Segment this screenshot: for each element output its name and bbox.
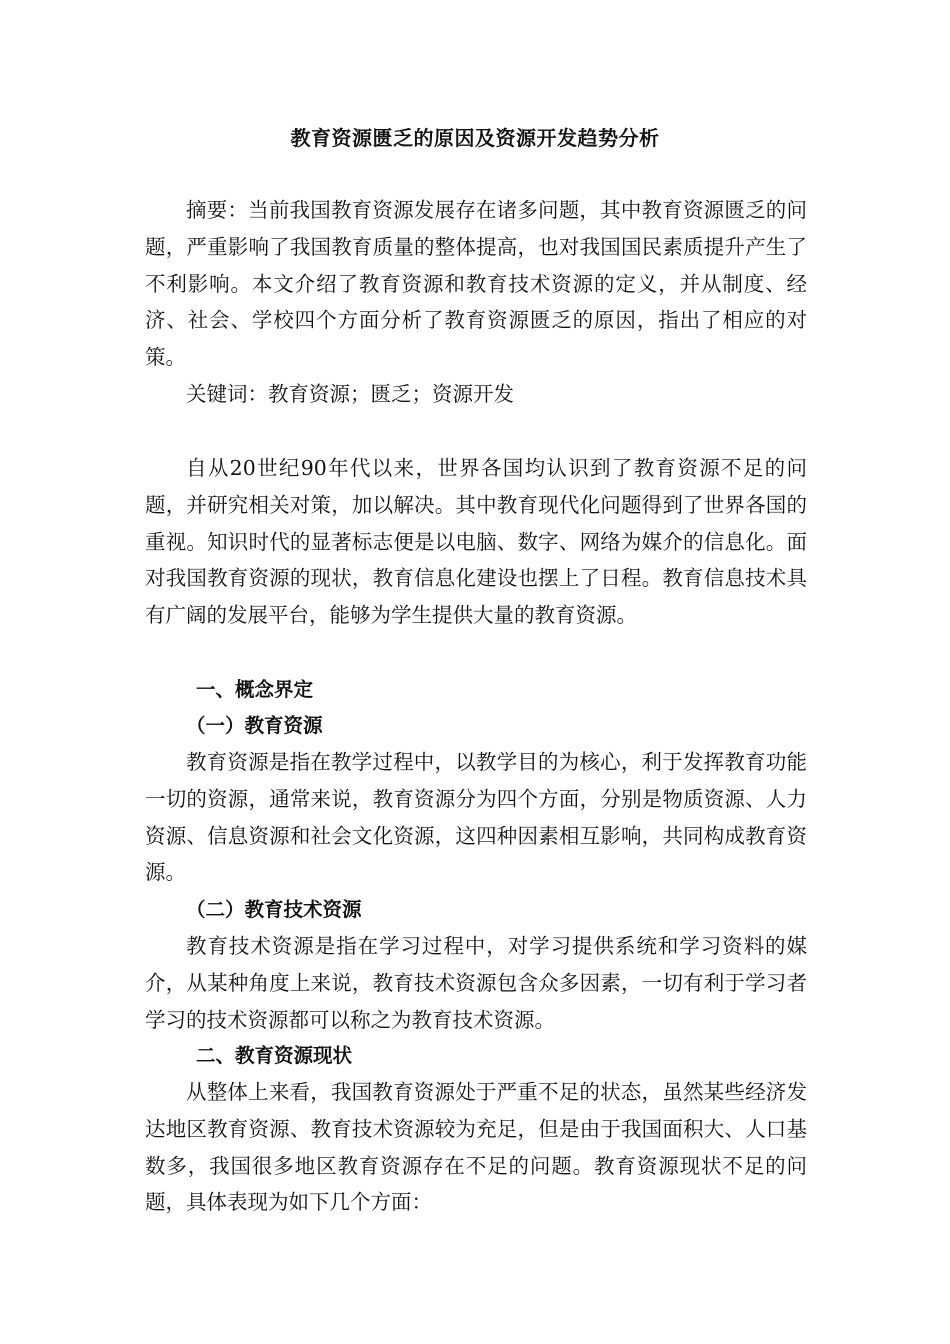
section-1-1-paragraph: 教育资源是指在教学过程中，以教学目的为核心，利于发挥教育功能一切的资源，通常来说，教育资源分为四个方面，分别是物质资源、人力资源、信息资源和社会文化资源，这四种因素相互影响，共同构成教育资源。 [145,750,807,885]
section-1-2-heading: （二）教育技术资源 [186,898,362,921]
document-title: 教育资源匮乏的原因及资源开发趋势分析 [290,126,660,150]
abstract-paragraph: 摘要：当前我国教育资源发展存在诸多问题，其中教育资源匮乏的问题，严重影响了我国教育质量的整体提高，也对我国国民素质提升产生了不利影响。本文介绍了教育资源和教育技术资源的定义，并从制度、经济、社会、学校四个方面分析了教育资源匮乏的原因，指出了相应的对策。 [145,198,807,370]
section-1-heading: 一、概念界定 [196,678,314,701]
section-1-2-paragraph: 教育技术资源是指在学习过程中，对学习提供系统和学习资料的媒介，从某种角度上来说，教育技术资源包含众多因素，一切有利于学习者学习的技术资源都可以称之为教育技术资源。 [145,934,807,1032]
intro-paragraph: 自从20世纪90年代以来，世界各国均认识到了教育资源不足的问题，并研究相关对策，加以解决。其中教育现代化问题得到了世界各国的重视。知识时代的显著标志便是以电脑、数字、网络为媒介的信息化。面对我国教育资源的现状，教育信息化建设也摆上了日程。教育信息技术具有广阔的发展平台，能够为学生提供大量的教育资源。 [145,456,807,628]
keywords-line: 关键词：教育资源；匮乏；资源开发 [186,382,514,406]
section-2-paragraph: 从整体上来看，我国教育资源处于严重不足的状态，虽然某些经济发达地区教育资源、教育技术资源较为充足，但是由于我国面积大、人口基数多，我国很多地区教育资源存在不足的问题。教育资源现状不足的问题，具体表现为如下几个方面： [145,1080,807,1215]
section-2-heading: 二、教育资源现状 [196,1044,353,1067]
section-1-1-heading: （一）教育资源 [186,714,323,737]
